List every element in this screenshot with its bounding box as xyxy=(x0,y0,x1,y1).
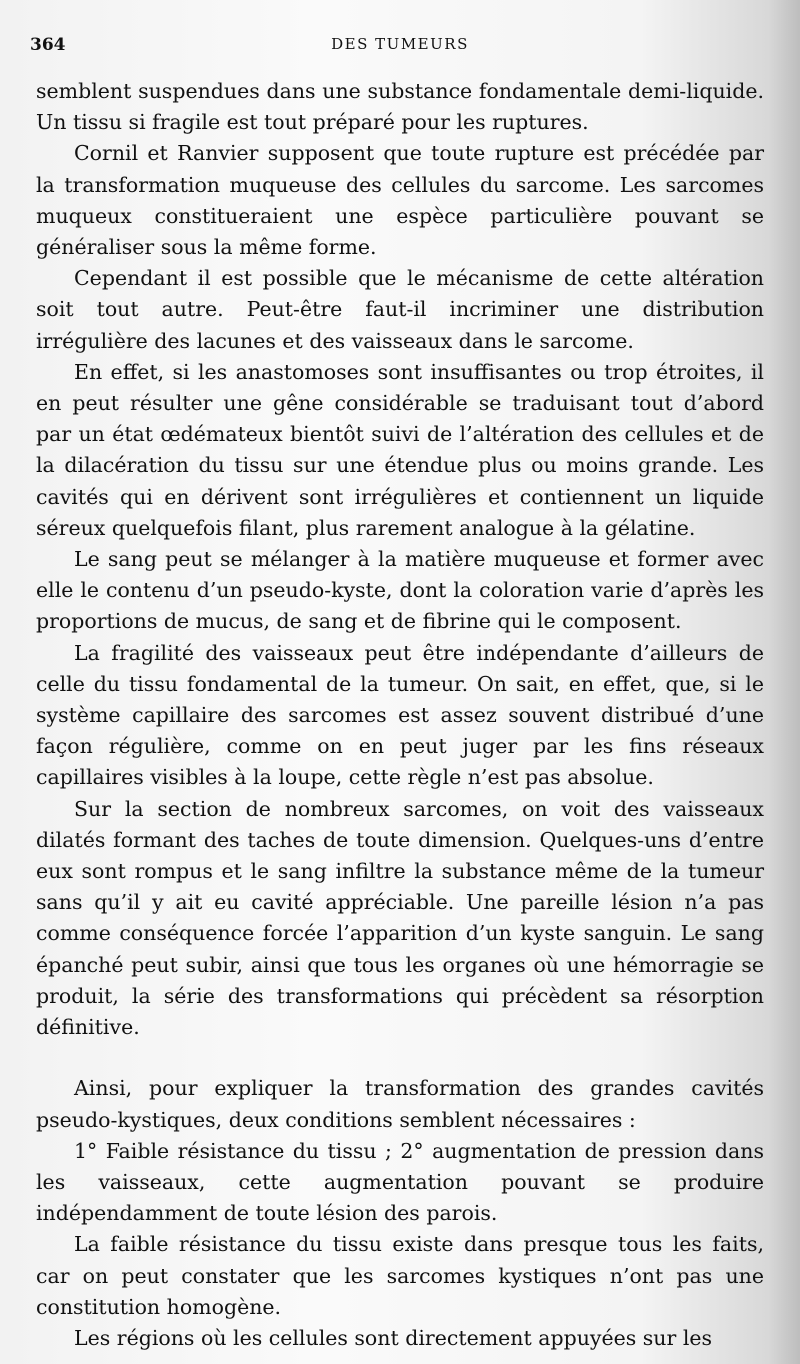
paragraph-faible-resistance: La faible résistance du tissu existe dans presque tous les faits, car on peut constater que les sarcomes kystiques n’ont pas une constitution homogène. xyxy=(36,1232,764,1319)
page-header xyxy=(30,35,770,59)
body-text xyxy=(36,76,764,1354)
running-title: DES TUMEURS xyxy=(331,35,469,53)
paragraph-continuation: semblent suspendues dans une substance fondamentale demi-liquide. Un tissu si fragile est tout préparé pour les ruptures. xyxy=(36,79,764,135)
paragraph-cependant: Cependant il est possible que le mécanisme de cette altération soit tout autre. Peut-être faut-il incriminer une distribution irrégulière des lacunes et des vaisseaux dans le sarcome. xyxy=(36,266,764,353)
paragraph-en-effet: En effet, si les anastomoses sont insuffisantes ou trop étroites, il en peut résulter une gêne considérable se traduisant tout d’abord par un état œdémateux bientôt suivi de l’altération des cellules et de la dilacération du tissu sur une étendue plus ou moins grande. Les cavités qui en dérivent sont irrégulières et contiennent un liquide séreux quelquefois filant, plus rarement analogue à la gélatine. xyxy=(36,359,764,540)
page-number: 364 xyxy=(30,35,66,55)
paragraph-section-sarcomes: Sur la section de nombreux sarcomes, on voit des vaisseaux dilatés formant des taches de toute dimension. Quelques-uns d’entre eux sont rompus et le sang infiltre la substance même de la tumeur sans qu’il y ait eu cavité appréciable. Une pareille lésion n’a pas comme conséquence forcée l’apparition d’un kyste sanguin. Le sang épanché peut subir, ainsi que tous les organes où une hémorragie se produit, la série des transformations qui précèdent sa résorption définitive. xyxy=(36,796,764,1040)
paragraph-ainsi: Ainsi, pour expliquer la transformation des grandes cavités pseudo-kystiques, deux conditions semblent nécessaires : xyxy=(36,1076,764,1132)
paragraph-fragilite: La fragilité des vaisseaux peut être indépendante d’ailleurs de celle du tissu fondamental de la tumeur. On sait, en effet, que, si le système capillaire des sarcomes est assez souvent distribué d’une façon régulière, comme on en peut juger par les fins réseaux capillaires visibles à la loupe, cette règle n’est pas absolue. xyxy=(36,640,764,790)
paragraph-le-sang: Le sang peut se mélanger à la matière muqueuse et former avec elle le contenu d’un pseudo-kyste, dont la coloration varie d’après les proportions de mucus, de sang et de fibrine qui le composent. xyxy=(36,547,764,634)
paragraph-cornil-ranvier: Cornil et Ranvier supposent que toute rupture est précédée par la transformation muqueuse des cellules du sarcome. Les sarcomes muqueux constitueraient une espèce particulière pouvant se généraliser sous la même forme. xyxy=(36,141,764,260)
paragraph-conditions: 1° Faible résistance du tissu ; 2° augmentation de pression dans les vaisseaux, cette augmentation pouvant se produire indépendamment de toute lésion des parois. xyxy=(36,1138,764,1226)
paragraph-les-regions: Les régions où les cellules sont directement appuyées sur les xyxy=(74,1325,713,1350)
